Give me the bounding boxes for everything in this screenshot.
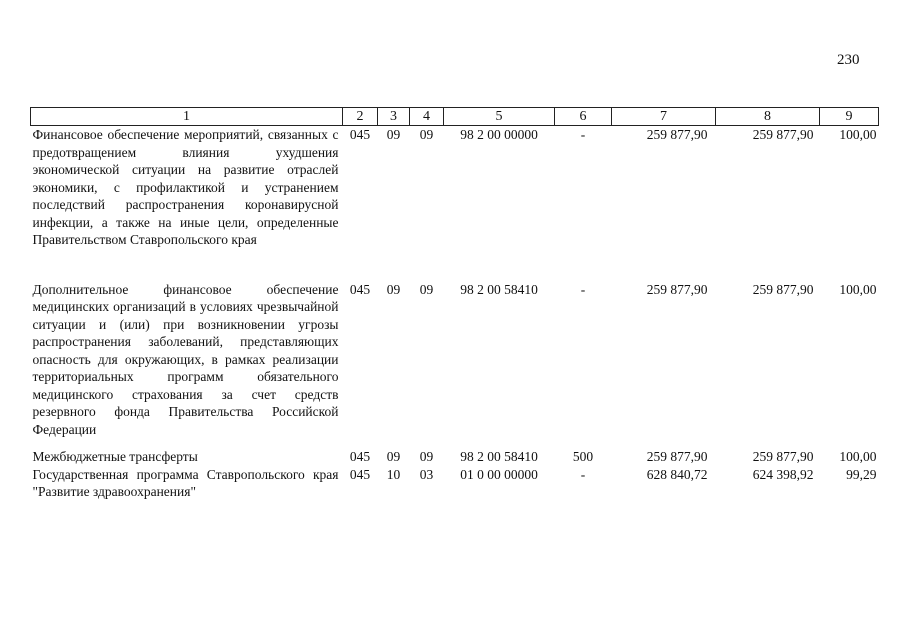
row-cell-9: 99,29: [846, 466, 877, 482]
row-cell-6: -: [580, 466, 586, 482]
row-cell-6: 500: [572, 449, 594, 464]
budget-table: [30, 107, 879, 501]
row-cell-7: 259 877,90: [646, 449, 708, 464]
table-row: [31, 448, 879, 466]
row-cell-5: 98 2 00 00000: [460, 127, 538, 142]
row-cell-9: 100,00: [839, 127, 877, 142]
row-name: Государственная программа Ставропольского края "Развитие здравоохранения": [32, 466, 339, 499]
row-cell-5: 98 2 00 58410: [460, 449, 538, 464]
column-header-4: 4: [410, 108, 444, 126]
row-cell-7: 259 877,90: [646, 127, 708, 142]
column-header-5: 5: [444, 108, 555, 126]
row-cell-3: 09: [386, 127, 401, 142]
row-cell-4: 09: [419, 127, 434, 142]
row-cell-4: 09: [419, 449, 434, 464]
column-header-3: 3: [378, 108, 410, 126]
row-cell-9: 100,00: [839, 281, 877, 297]
row-name: Финансовое обеспечение мероприятий, связанных с предотвращением влияния ухудшения экономической ситуации на развитие отраслей экономики, с профилактикой и устранением последствий распространения коронавирусной инфекции, а также на иные цели, определенные Правительством Ставропольского края: [32, 127, 339, 247]
row-cell-6: -: [580, 127, 586, 142]
row-cell-5: 01 0 00 00000: [460, 466, 538, 482]
column-header-8: 8: [716, 108, 820, 126]
row-name: Дополнительное финансовое обеспечение медицинских организаций в условиях чрезвычайной ситуации и (или) при возникновении угрозы распространения заболеваний, представляющих опасность для окружающих, в рамках реализации территориальных программ обязательного медицинского страхования за счет средств резервного фонда Правительства Российской Федерации: [32, 281, 339, 437]
column-header-7: 7: [612, 108, 716, 126]
row-cell-6: -: [580, 281, 586, 297]
row-spacer: [31, 249, 879, 281]
row-cell-3: 09: [386, 281, 401, 297]
row-cell-8: 259 877,90: [752, 449, 814, 464]
row-cell-2: 045: [349, 449, 371, 464]
column-header-6: 6: [555, 108, 612, 126]
row-cell-8: 259 877,90: [752, 281, 814, 297]
row-cell-3: 10: [386, 466, 401, 482]
column-header-2: 2: [343, 108, 378, 126]
table-row: [31, 281, 879, 439]
column-header-1: 1: [31, 108, 343, 126]
row-cell-4: 09: [419, 281, 434, 297]
row-name: Межбюджетные трансферты: [32, 449, 198, 464]
row-cell-3: 09: [386, 449, 401, 464]
table-row: [31, 466, 879, 501]
row-cell-4: 03: [419, 466, 434, 482]
page-number: 230: [837, 52, 860, 68]
row-cell-2: 045: [349, 281, 371, 297]
row-spacer: [31, 438, 879, 448]
row-cell-9: 100,00: [839, 449, 877, 464]
row-cell-5: 98 2 00 58410: [460, 281, 538, 297]
table-row: [31, 126, 879, 249]
row-cell-7: 628 840,72: [646, 466, 708, 482]
row-cell-7: 259 877,90: [646, 281, 708, 297]
row-cell-2: 045: [349, 466, 371, 482]
table-header-row: [31, 108, 879, 126]
row-cell-8: 624 398,92: [752, 466, 814, 482]
column-header-9: 9: [820, 108, 879, 126]
row-cell-8: 259 877,90: [752, 127, 814, 142]
row-cell-2: 045: [349, 127, 371, 142]
